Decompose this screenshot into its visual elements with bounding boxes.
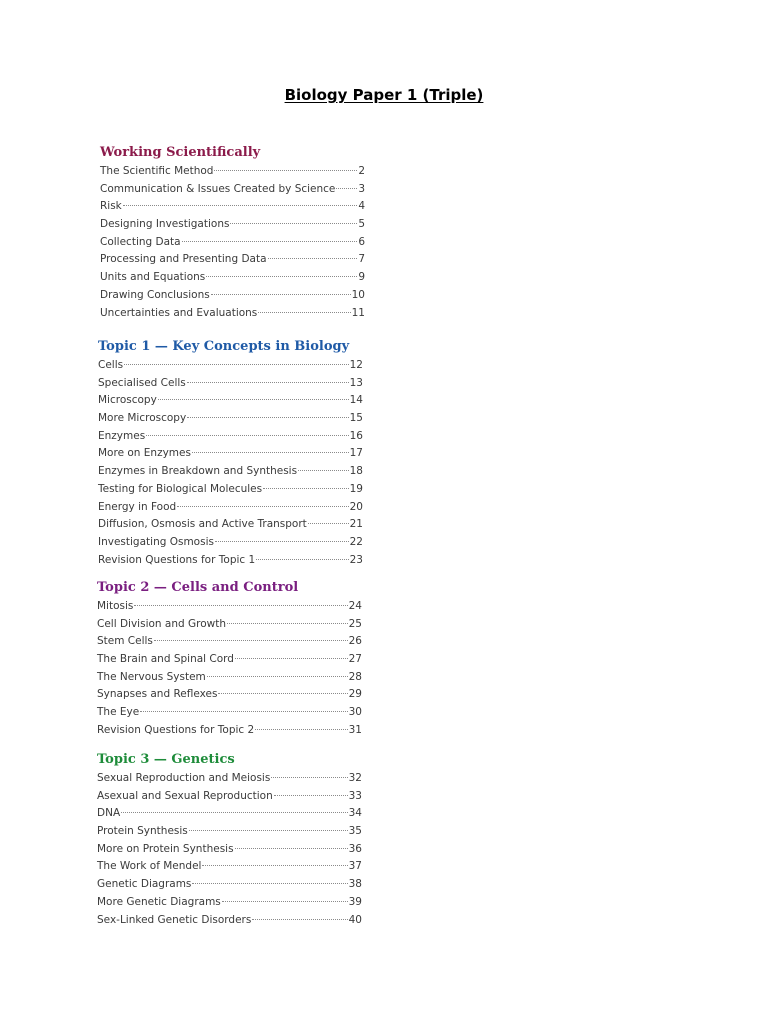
toc-entry-page: 40 bbox=[348, 913, 362, 926]
toc-entry bbox=[97, 704, 362, 722]
toc-entry-title: Energy in Food bbox=[98, 500, 177, 513]
toc-entry bbox=[97, 823, 362, 841]
dot-leader bbox=[192, 452, 349, 453]
toc-list bbox=[97, 770, 362, 929]
dot-leader bbox=[124, 364, 349, 365]
toc-entry-page: 21 bbox=[349, 518, 363, 531]
dot-leader bbox=[256, 559, 348, 560]
toc-entry bbox=[98, 499, 363, 517]
toc-entry bbox=[98, 375, 363, 393]
dot-leader bbox=[218, 693, 347, 694]
toc-entry-title: Sex-Linked Genetic Disorders bbox=[97, 913, 252, 926]
toc-list bbox=[100, 163, 365, 322]
dot-leader bbox=[214, 170, 357, 171]
dot-leader bbox=[207, 676, 348, 677]
toc-entry-title: Units and Equations bbox=[100, 271, 206, 284]
dot-leader bbox=[227, 623, 348, 624]
toc-entry-page: 15 bbox=[349, 412, 363, 425]
toc-entry-title: Communication & Issues Created by Science bbox=[100, 182, 336, 195]
toc-entry-title: More Genetic Diagrams bbox=[97, 895, 221, 908]
dot-leader bbox=[308, 523, 349, 524]
toc-entry-page: 4 bbox=[358, 200, 365, 213]
toc-entry bbox=[98, 392, 363, 410]
toc-entry-title: Enzymes in Breakdown and Synthesis bbox=[98, 465, 298, 478]
toc-entry-page: 30 bbox=[348, 706, 362, 719]
toc-entry-title: Collecting Data bbox=[100, 235, 181, 248]
toc-entry-title: Asexual and Sexual Reproduction bbox=[97, 789, 273, 802]
dot-leader bbox=[192, 883, 347, 884]
toc-list bbox=[98, 357, 363, 569]
toc-entry-page: 7 bbox=[358, 253, 365, 266]
dot-leader bbox=[211, 294, 351, 295]
toc-entry bbox=[100, 198, 365, 216]
toc-entry-page: 38 bbox=[348, 878, 362, 891]
toc-entry bbox=[100, 181, 365, 199]
toc-entry-title: Cell Division and Growth bbox=[97, 617, 226, 630]
toc-entry-page: 6 bbox=[358, 235, 365, 248]
toc-entry-title: More Microscopy bbox=[98, 412, 187, 425]
dot-leader bbox=[154, 640, 348, 641]
toc-entry-page: 31 bbox=[348, 723, 362, 736]
section-heading: Working Scientifically bbox=[100, 145, 261, 160]
toc-entry bbox=[100, 287, 365, 305]
dot-leader bbox=[123, 205, 358, 206]
toc-entry-page: 29 bbox=[348, 688, 362, 701]
dot-leader bbox=[146, 435, 348, 436]
toc-entry-page: 26 bbox=[348, 635, 362, 648]
section-working-scientifically bbox=[100, 144, 365, 322]
toc-entry bbox=[100, 216, 365, 234]
dot-leader bbox=[336, 188, 357, 189]
dot-leader bbox=[235, 658, 348, 659]
toc-entry-title: Specialised Cells bbox=[98, 376, 186, 389]
toc-entry-title: Protein Synthesis bbox=[97, 825, 188, 838]
toc-entry-page: 28 bbox=[348, 670, 362, 683]
section-topic-1 bbox=[98, 338, 363, 569]
dot-leader bbox=[158, 399, 349, 400]
toc-entry bbox=[97, 686, 362, 704]
toc-entry bbox=[97, 770, 362, 788]
dot-leader bbox=[222, 901, 348, 902]
toc-entry-page: 34 bbox=[348, 807, 362, 820]
toc-entry-page: 11 bbox=[351, 306, 365, 319]
toc-entry-page: 27 bbox=[348, 653, 362, 666]
toc-entry-page: 36 bbox=[348, 842, 362, 855]
toc-entry-title: Genetic Diagrams bbox=[97, 878, 192, 891]
toc-entry-page: 5 bbox=[358, 218, 365, 231]
toc-entry-title: Stem Cells bbox=[97, 635, 153, 648]
toc-entry-page: 16 bbox=[349, 429, 363, 442]
toc-entry bbox=[97, 598, 362, 616]
dot-leader bbox=[202, 865, 347, 866]
toc-entry bbox=[98, 552, 363, 570]
toc-entry-title: More on Enzymes bbox=[98, 447, 191, 460]
toc-entry-title: Revision Questions for Topic 1 bbox=[98, 553, 256, 566]
dot-leader bbox=[263, 488, 349, 489]
toc-entry bbox=[100, 305, 365, 323]
toc-entry-page: 23 bbox=[349, 553, 363, 566]
toc-entry-page: 32 bbox=[348, 772, 362, 784]
section-heading: Topic 1 — Key Concepts in Biology bbox=[98, 339, 350, 354]
toc-entry bbox=[98, 445, 363, 463]
toc-entry-title: Risk bbox=[100, 200, 122, 213]
toc-entry-title: Sexual Reproduction and Meiosis bbox=[97, 772, 271, 784]
toc-entry bbox=[97, 805, 362, 823]
toc-entry-title: Drawing Conclusions bbox=[100, 288, 210, 301]
toc-entry bbox=[98, 357, 363, 375]
dot-leader bbox=[235, 848, 348, 849]
toc-entry-page: 10 bbox=[351, 288, 365, 301]
toc-entry-page: 37 bbox=[348, 860, 362, 873]
toc-entry-page: 17 bbox=[349, 447, 363, 460]
toc-entry-title: The Work of Mendel bbox=[97, 860, 202, 873]
dot-leader bbox=[215, 541, 349, 542]
dot-leader bbox=[255, 729, 347, 730]
toc-entry-page: 2 bbox=[358, 165, 365, 177]
dot-leader bbox=[274, 795, 348, 796]
toc-entry-title: Testing for Biological Molecules bbox=[98, 482, 263, 495]
toc-entry bbox=[97, 894, 362, 912]
toc-entry-page: 18 bbox=[349, 465, 363, 478]
toc-entry bbox=[97, 876, 362, 894]
toc-entry-title: Processing and Presenting Data bbox=[100, 253, 267, 266]
toc-entry-title: Revision Questions for Topic 2 bbox=[97, 723, 255, 736]
page-title: Biology Paper 1 (Triple) bbox=[284, 86, 484, 104]
toc-list bbox=[97, 598, 362, 740]
toc-entry bbox=[97, 722, 362, 740]
toc-entry-title: Mitosis bbox=[97, 600, 134, 612]
toc-entry-title: DNA bbox=[97, 807, 121, 820]
toc-entry bbox=[97, 841, 362, 859]
toc-entry bbox=[98, 410, 363, 428]
section-topic-3 bbox=[97, 751, 362, 929]
toc-entry bbox=[97, 651, 362, 669]
toc-entry-page: 24 bbox=[348, 600, 362, 612]
toc-entry-page: 25 bbox=[348, 617, 362, 630]
toc-entry bbox=[98, 463, 363, 481]
toc-entry bbox=[100, 163, 365, 181]
toc-entry bbox=[100, 234, 365, 252]
dot-leader bbox=[182, 241, 358, 242]
dot-leader bbox=[187, 382, 349, 383]
toc-entry bbox=[97, 633, 362, 651]
toc-entry bbox=[97, 788, 362, 806]
dot-leader bbox=[189, 830, 348, 831]
toc-entry bbox=[97, 912, 362, 930]
dot-leader bbox=[140, 711, 347, 712]
dot-leader bbox=[252, 919, 347, 920]
toc-entry-page: 12 bbox=[349, 359, 363, 371]
section-topic-2 bbox=[97, 579, 362, 740]
toc-entry-title: The Eye bbox=[97, 706, 140, 719]
toc-entry-title: Investigating Osmosis bbox=[98, 535, 214, 548]
toc-entry-page: 3 bbox=[358, 182, 365, 195]
toc-entry-title: Diffusion, Osmosis and Active Transport bbox=[98, 518, 307, 531]
toc-entry bbox=[97, 858, 362, 876]
toc-entry bbox=[97, 669, 362, 687]
toc-entry-title: The Nervous System bbox=[97, 670, 206, 683]
toc-entry-page: 22 bbox=[349, 535, 363, 548]
toc-entry-page: 33 bbox=[348, 789, 362, 802]
dot-leader bbox=[230, 223, 357, 224]
toc-entry-title: Enzymes bbox=[98, 429, 146, 442]
section-heading: Topic 3 — Genetics bbox=[97, 752, 235, 767]
toc-entry bbox=[100, 269, 365, 287]
toc-entry bbox=[98, 534, 363, 552]
toc-entry-title: Uncertainties and Evaluations bbox=[100, 306, 258, 319]
toc-entry-title: More on Protein Synthesis bbox=[97, 842, 234, 855]
toc-entry bbox=[98, 428, 363, 446]
dot-leader bbox=[298, 470, 349, 471]
dot-leader bbox=[258, 312, 350, 313]
toc-entry bbox=[97, 616, 362, 634]
toc-entry bbox=[98, 516, 363, 534]
toc-entry-title: Synapses and Reflexes bbox=[97, 688, 218, 701]
toc-entry-title: The Brain and Spinal Cord bbox=[97, 653, 234, 666]
toc-entry-title: Microscopy bbox=[98, 394, 157, 407]
toc-entry bbox=[100, 251, 365, 269]
dot-leader bbox=[187, 417, 348, 418]
dot-leader bbox=[268, 258, 358, 259]
toc-entry-title: The Scientific Method bbox=[100, 165, 214, 177]
toc-entry-page: 19 bbox=[349, 482, 363, 495]
toc-entry-page: 35 bbox=[348, 825, 362, 838]
toc-entry-page: 14 bbox=[349, 394, 363, 407]
toc-entry-page: 20 bbox=[349, 500, 363, 513]
toc-entry-title: Designing Investigations bbox=[100, 218, 230, 231]
dot-leader bbox=[121, 812, 348, 813]
toc-entry bbox=[98, 481, 363, 499]
toc-entry-page: 9 bbox=[358, 271, 365, 284]
dot-leader bbox=[206, 276, 357, 277]
toc-entry-page: 13 bbox=[349, 376, 363, 389]
section-heading: Topic 2 — Cells and Control bbox=[97, 580, 299, 595]
dot-leader bbox=[134, 605, 347, 606]
toc-entry-title: Cells bbox=[98, 359, 124, 371]
dot-leader bbox=[177, 506, 348, 507]
toc-entry-page: 39 bbox=[348, 895, 362, 908]
dot-leader bbox=[271, 777, 347, 778]
